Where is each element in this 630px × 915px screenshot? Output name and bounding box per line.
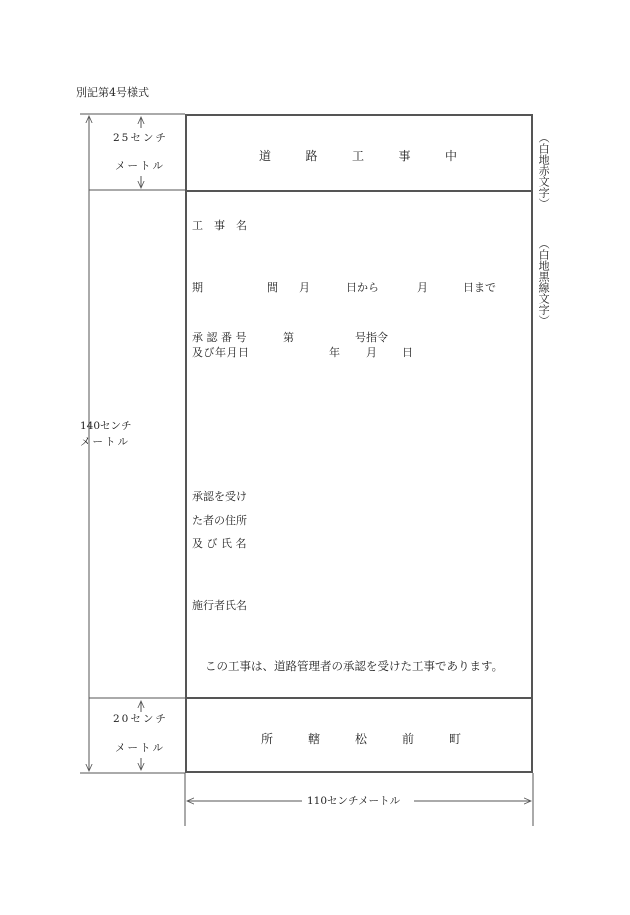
approval-date-label: 及び年月日 <box>192 346 250 359</box>
applicant-label-line-2: た者の住所 <box>192 514 247 527</box>
period-until: 日まで <box>463 281 496 294</box>
approval-number-label: 承 認 番 号 <box>192 331 247 344</box>
form-label: 別記第4号様式 <box>76 86 149 99</box>
approval-notice: この工事は、道路管理者の承認を受けた工事であります。 <box>205 659 504 673</box>
approval-year: 年 <box>329 346 340 359</box>
sign-board <box>185 114 533 773</box>
middle-height-label-1: 140センチ <box>80 420 132 432</box>
middle-height-label-2: メートル <box>80 436 130 448</box>
approval-number-suffix: 号指令 <box>355 331 388 344</box>
header-divider <box>185 190 533 192</box>
applicant-label-line-3: 及 び 氏 名 <box>192 537 247 550</box>
sign-title-char: 工 <box>351 149 364 163</box>
sign-title-char: 路 <box>305 149 318 163</box>
sign-title-char: 道 <box>259 149 272 163</box>
sign-footer-char: 町 <box>448 732 461 746</box>
period-label: 期 間 <box>192 281 292 294</box>
approval-number-dai: 第 <box>283 331 294 344</box>
bottom-height-label-2: メートル <box>115 742 165 754</box>
approval-day: 日 <box>402 346 413 359</box>
width-label: 110センチメートル <box>307 795 401 807</box>
sign-title <box>259 147 457 164</box>
top-height-label-2: メートル <box>115 160 165 172</box>
approval-month: 月 <box>366 346 377 359</box>
sign-title-char: 中 <box>444 149 457 163</box>
applicant-label-line-1: 承認を受け <box>192 490 247 503</box>
sign-footer-char: 所 <box>261 732 274 746</box>
sign-footer <box>261 730 461 747</box>
sign-footer-char: 松 <box>354 732 367 746</box>
sign-footer-char: 轄 <box>307 732 320 746</box>
footer-divider <box>185 697 533 699</box>
construction-name-label: 工 事 名 <box>192 219 247 232</box>
side-note-middle: （白地黒線文字） <box>537 238 551 326</box>
contractor-label: 施行者氏名 <box>192 599 247 612</box>
period-month-1: 月 <box>299 281 310 294</box>
side-note-top: （白地赤文字） <box>537 132 551 209</box>
bottom-height-label-1: 20センチ <box>113 713 168 725</box>
sign-title-char: 事 <box>398 149 411 163</box>
sign-footer-char: 前 <box>401 732 414 746</box>
period-month-2: 月 <box>417 281 428 294</box>
top-height-label-1: 25センチ <box>113 132 168 144</box>
period-from: 日から <box>346 281 379 294</box>
